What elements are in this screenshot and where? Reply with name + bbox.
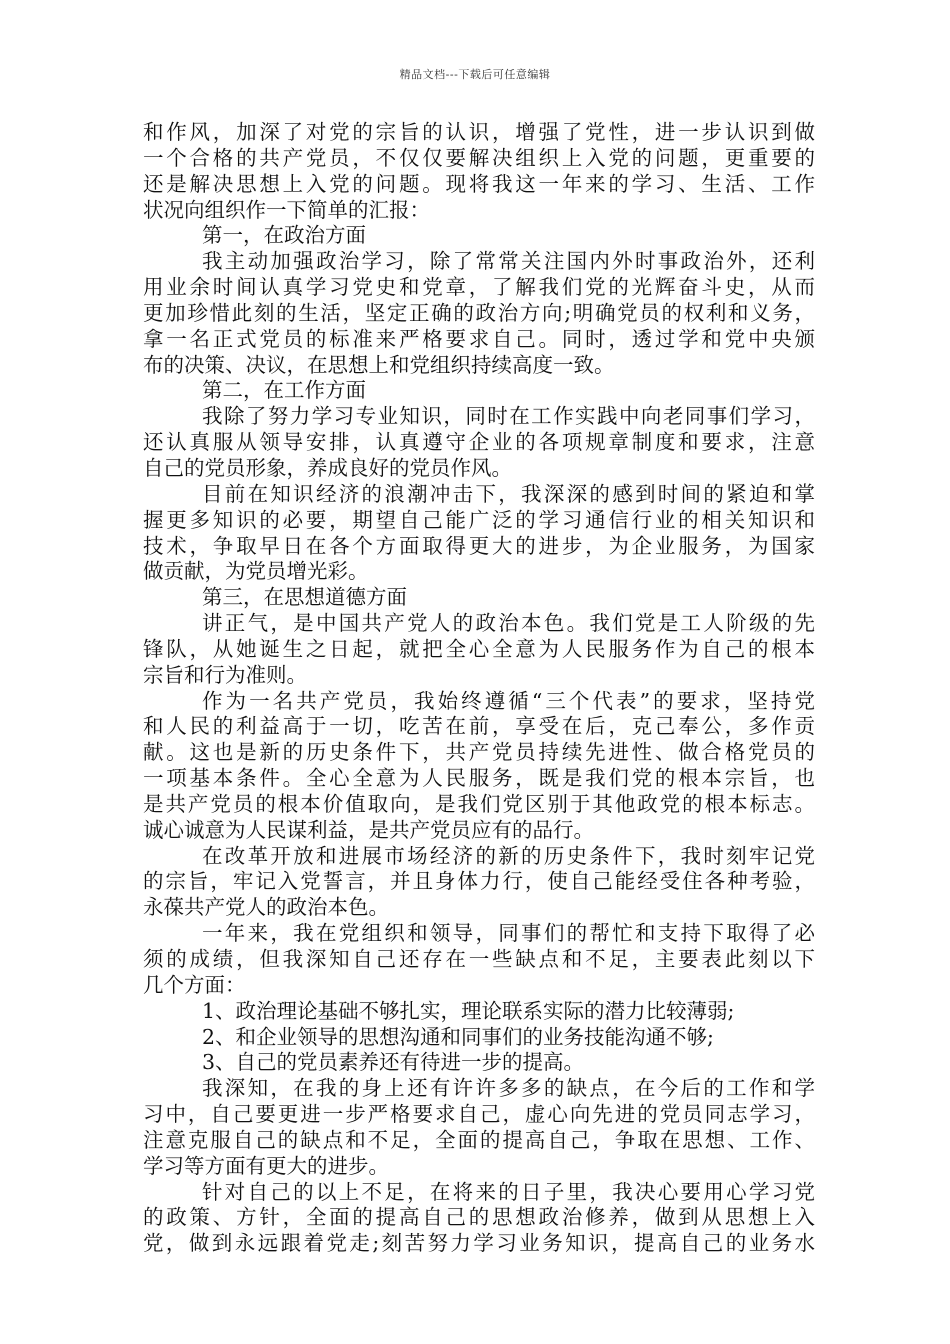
text-line: 我主动加强政治学习，除了常常关注国内外时事政治外，还利 (202, 249, 815, 274)
text-line: 是共产党员的根本价值取向，是我们党区别于其他政党的根本标志。 (143, 791, 815, 816)
text-line: 技术，争取早日在各个方面取得更大的进步，为企业服务，为国家 (143, 533, 815, 558)
text-line: 在改革开放和进展市场经济的新的历史条件下，我时刻牢记党 (202, 843, 815, 868)
text-line: 拿一名正式党员的标准来严格要求自己。同时，透过学和党中央颁 (143, 326, 815, 351)
text-line: 几个方面： (143, 972, 246, 997)
text-line: 一项基本条件。全心全意为人民服务，既是我们党的根本宗旨，也 (143, 766, 815, 791)
text-line: 诚心诚意为人民谋利益，是共产党员应有的品行。 (143, 817, 594, 842)
text-line: 3、自己的党员素养还有待进一步的提高。 (202, 1050, 585, 1075)
text-line: 状况向组织作一下简单的汇报： (143, 197, 430, 222)
text-line: 第一，在政治方面 (202, 223, 366, 248)
text-line: 永葆共产党人的政治本色。 (143, 895, 389, 920)
text-line: 第三，在思想道德方面 (202, 585, 407, 610)
text-line: 我除了努力学习专业知识，同时在工作实践中向老同事们学习， (202, 404, 815, 429)
text-line: 和作风，加深了对党的宗旨的认识，增强了党性，进一步认识到做 (143, 120, 815, 144)
text-line: 习中，自己要更进一步严格要求自己，虚心向先进的党员同志学习， (143, 1102, 815, 1127)
text-line: 和人民的利益高于一切，吃苦在前，享受在后，克己奉公，多作贡 (143, 714, 815, 739)
text-line: 注意克服自己的缺点和不足，全面的提高自己，争取在思想、工作、 (143, 1127, 815, 1152)
text-line: 做贡献，为党员增光彩。 (143, 559, 369, 584)
text-line: 1、政治理论基础不够扎实，理论联系实际的潜力比较薄弱; (202, 998, 735, 1023)
text-line: 握更多知识的必要，期望自己能广泛的学习通信行业的相关知识和 (143, 507, 815, 532)
text-line: 作为一名共产党员，我始终遵循“三个代表”的要求，坚持党 (202, 688, 815, 713)
text-line: 针对自己的以上不足，在将来的日子里，我决心要用心学习党 (202, 1179, 815, 1204)
document-body (143, 120, 815, 1257)
text-line: 第二，在工作方面 (202, 378, 366, 403)
page-header: 精品文档---下载后可任意编辑 (399, 68, 551, 81)
text-line: 的宗旨，牢记入党誓言，并且身体力行，使自己能经受住各种考验， (143, 869, 815, 894)
text-line: 我深知，在我的身上还有许许多多的缺点，在今后的工作和学 (202, 1076, 815, 1101)
text-line: 的政策、方针，全面的提高自己的思想政治修养，做到从思想上入 (143, 1205, 815, 1230)
text-line: 用业余时间认真学习党史和党章，了解我们党的光辉奋斗史，从而 (143, 275, 815, 300)
text-line: 学习等方面有更大的进步。 (143, 1153, 389, 1178)
text-line: 2、和企业领导的思想沟通和同事们的业务技能沟通不够; (202, 1024, 714, 1049)
text-line: 目前在知识经济的浪潮冲击下，我深深的感到时间的紧迫和掌 (202, 481, 815, 506)
text-line: 须的成绩，但我深知自己还存在一些缺点和不足，主要表此刻以下 (143, 947, 815, 971)
text-line: 宗旨和行为准则。 (143, 662, 307, 687)
text-line: 还是解决思想上入党的问题。现将我这一年来的学习、生活、工作 (143, 171, 815, 196)
text-line: 党，做到永远跟着党走;刻苦努力学习业务知识，提高自己的业务水 (143, 1231, 815, 1256)
text-line: 更加珍惜此刻的生活，坚定正确的政治方向;明确党员的权利和义务， (143, 300, 815, 325)
text-line: 锋队，从她诞生之日起，就把全心全意为人民服务作为自己的根本 (143, 636, 815, 661)
text-line: 献。这也是新的历史条件下，共产党员持续先进性、做合格党员的 (143, 740, 815, 765)
text-line: 一个合格的共产党员，不仅仅要解决组织上入党的问题，更重要的 (143, 145, 815, 170)
text-line: 自己的党员形象，养成良好的党员作风。 (143, 455, 512, 480)
text-line: 还认真服从领导安排，认真遵守企业的各项规章制度和要求，注意 (143, 430, 815, 455)
text-line: 一年来，我在党组织和领导，同事们的帮忙和支持下取得了必 (202, 921, 815, 946)
text-line: 讲正气，是中国共产党人的政治本色。我们党是工人阶级的先 (202, 611, 815, 636)
text-line: 布的决策、决议，在思想上和党组织持续高度一致。 (143, 352, 615, 377)
